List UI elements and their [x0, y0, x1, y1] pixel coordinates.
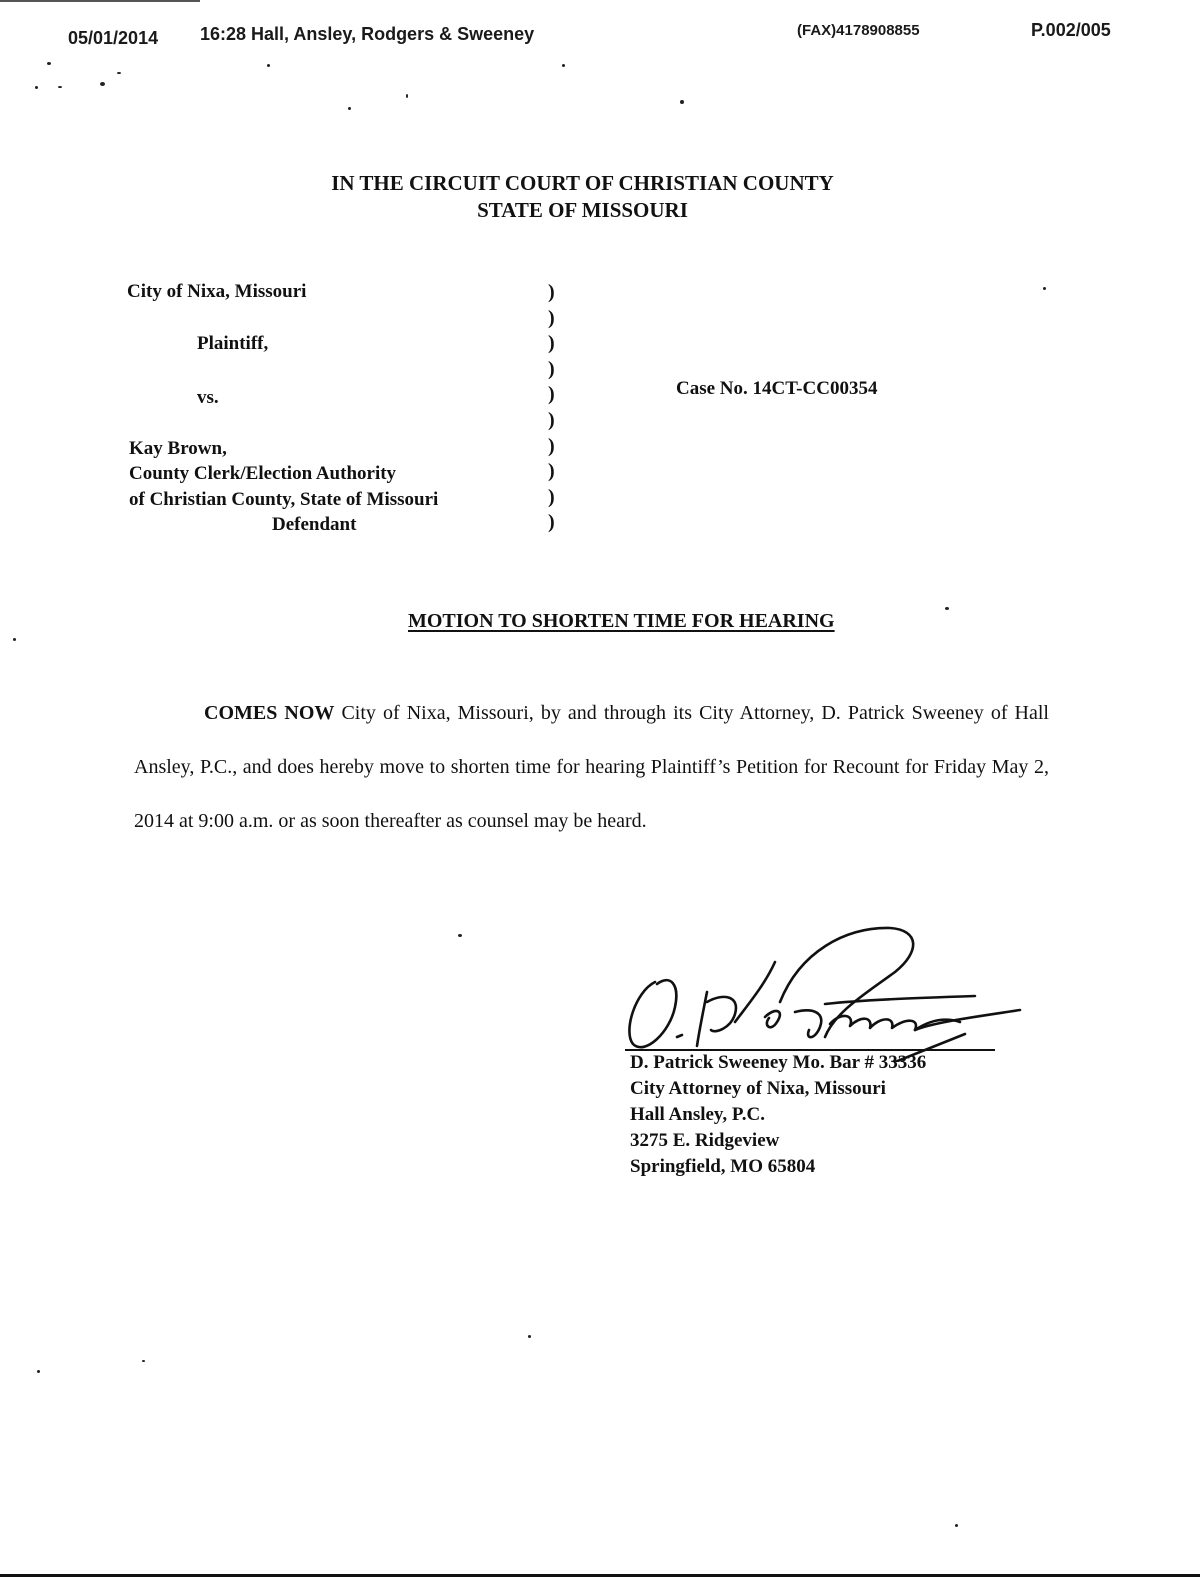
caption-paren: ): [548, 485, 555, 508]
attorney-title: City Attorney of Nixa, Missouri: [630, 1078, 886, 1099]
defendant-name: Kay Brown,: [129, 438, 227, 459]
fax-date: 05/01/2014: [68, 28, 159, 48]
scan-speck: [406, 94, 408, 98]
scan-speck: [955, 1524, 958, 1527]
court-heading-line2: STATE OF MISSOURI: [477, 198, 688, 222]
scan-speck: [13, 638, 16, 641]
firm-city: Springfield, MO 65804: [630, 1156, 816, 1177]
scan-speck: [142, 1360, 145, 1362]
fax-number: (FAX)4178908855: [797, 22, 920, 39]
scan-speck: [680, 100, 684, 104]
defendant-role: Defendant: [272, 514, 357, 535]
caption-parentheses-column: [548, 280, 555, 536]
attorney-name-bar: D. Patrick Sweeney Mo. Bar # 33336: [630, 1052, 927, 1073]
bottom-edge-rule: [0, 1574, 1200, 1577]
scan-speck: [348, 107, 351, 110]
motion-title: MOTION TO SHORTEN TIME FOR HEARING: [408, 610, 835, 632]
scan-speck: [37, 1370, 40, 1373]
scan-speck: [47, 62, 51, 65]
scan-speck: [58, 86, 62, 88]
scan-speck: [117, 72, 121, 74]
plaintiff-name: City of Nixa, Missouri: [127, 281, 307, 302]
scan-speck: [528, 1335, 531, 1338]
scan-speck: [458, 934, 462, 937]
caption-paren: ): [548, 511, 555, 534]
versus-label: vs.: [197, 387, 219, 408]
motion-paragraph: [134, 686, 1049, 848]
scan-speck: [35, 86, 38, 89]
scan-speck: [1043, 287, 1046, 290]
law-firm: Hall Ansley, P.C.: [630, 1104, 765, 1125]
fax-time-sender: 16:28 Hall, Ansley, Rodgers & Sweeney: [200, 24, 535, 44]
caption-paren: ): [548, 460, 555, 483]
defendant-jurisdiction: of Christian County, State of Missouri: [129, 489, 439, 510]
caption-paren: ): [548, 332, 555, 355]
caption-paren: ): [548, 306, 555, 329]
court-heading-line1: IN THE CIRCUIT COURT OF CHRISTIAN COUNTY: [331, 171, 834, 195]
court-heading: [0, 170, 1165, 224]
scan-speck: [267, 64, 270, 67]
scan-speck: [100, 82, 105, 86]
motion-lead-words: COMES NOW: [204, 702, 335, 724]
caption-paren: ): [548, 281, 555, 303]
caption-paren: ): [548, 408, 555, 431]
caption-paren: ): [548, 383, 555, 406]
firm-street: 3275 E. Ridgeview: [630, 1130, 780, 1151]
plaintiff-role: Plaintiff,: [197, 333, 269, 354]
fax-page-number: P.002/005: [1031, 20, 1111, 40]
scan-speck: [945, 607, 949, 610]
handwritten-signature: [615, 922, 1035, 1062]
motion-text: City of Nixa, Missouri, by and through its City Attorney, D. Patrick Sweeney of Hall Ansley, P.C., and does hereby move to shorten time for hearing Plaintiff’s Petition for Recount for Friday May 2, 2014 at 9:00 a.m. or as soon thereafter as counsel may be heard.: [134, 702, 1049, 832]
fax-header: [0, 20, 1200, 50]
signature-block: [630, 1050, 926, 1180]
scan-speck: [562, 64, 565, 67]
top-edge-rule: [0, 0, 200, 2]
case-number: Case No. 14CT-CC00354: [676, 378, 878, 399]
caption-paren: ): [548, 357, 555, 380]
caption-paren: ): [548, 434, 555, 457]
motion-body: [134, 686, 1049, 848]
defendant-title: County Clerk/Election Authority: [129, 463, 397, 484]
